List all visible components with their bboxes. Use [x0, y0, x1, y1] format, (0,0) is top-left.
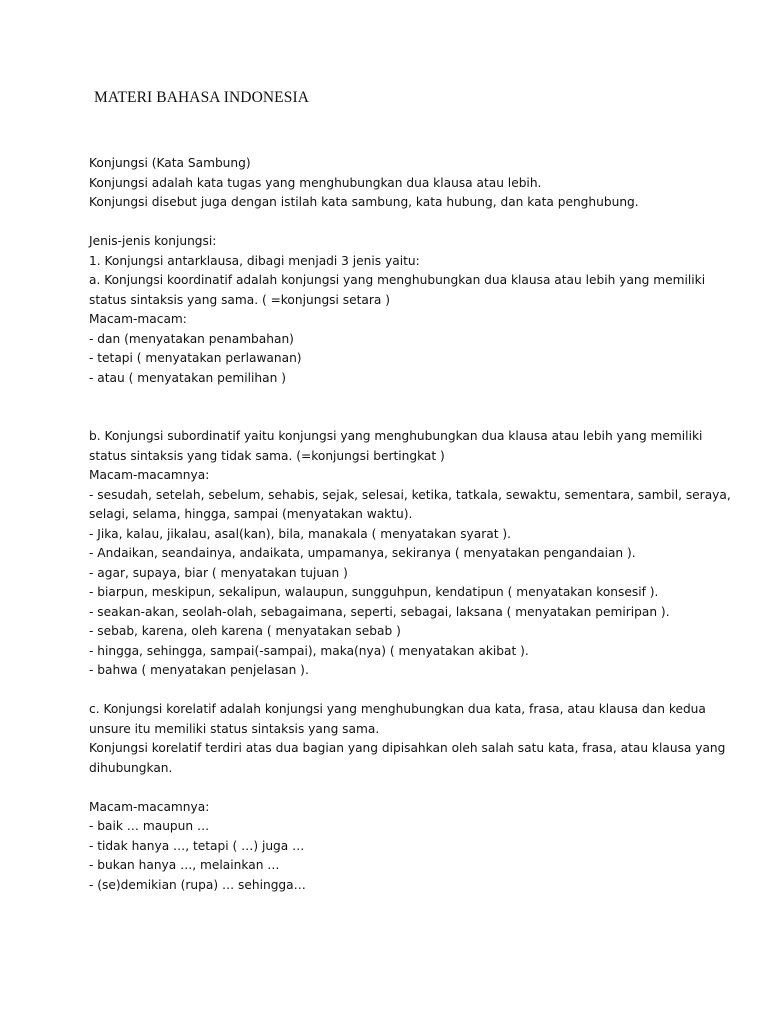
text-line: status sintaksis yang sama. ( =konjungsi setara )	[89, 292, 390, 307]
section-c-list	[89, 798, 709, 896]
text-line: 1. Konjungsi antarklausa, dibagi menjadi 3 jenis yaitu:	[89, 253, 420, 268]
section-c	[89, 700, 726, 778]
text-line: dihubungkan.	[89, 760, 173, 775]
list-item: - atau ( menyatakan pemilihan )	[89, 370, 286, 385]
document-body	[89, 154, 731, 895]
section-b	[89, 427, 731, 681]
text-line: Macam-macam:	[89, 312, 187, 326]
document-title: MATERI BAHASA INDONESIA	[94, 89, 310, 106]
text-line: c. Konjungsi korelatif adalah konjungsi yang menghubungkan dua kata, frasa, atau klausa dan kedua	[89, 702, 706, 716]
text-line: Macam-macamnya:	[89, 468, 210, 482]
text-line: Konjungsi disebut juga dengan istilah kata sambung, kata hubung, dan kata penghubung.	[89, 195, 639, 209]
list-item: - biarpun, meskipun, sekalipun, walaupun, sungguhpun, kendatipun ( menyatakan konsesif ).	[89, 585, 659, 599]
text-line: Konjungsi adalah kata tugas yang menghubungkan dua klausa atau lebih.	[89, 175, 542, 190]
text-line: b. Konjungsi subordinatif yaitu konjungsi yang menghubungkan dua klausa atau lebih yang memiliki	[89, 429, 703, 443]
list-item: - tetapi ( menyatakan perlawanan)	[89, 351, 302, 365]
list-item: - Jika, kalau, jikalau, asal(kan), bila, manakala ( menyatakan syarat ).	[89, 526, 511, 541]
paragraph-gap	[89, 388, 709, 427]
list-item: - bahwa ( menyatakan penjelasan ).	[89, 663, 309, 677]
list-item: - agar, supaya, biar ( menyatakan tujuan )	[89, 565, 348, 580]
text-line: Konjungsi korelatif terdiri atas dua bagian yang dipisahkan oleh salah satu kata, frasa, atau klausa yang	[89, 741, 726, 755]
list-item: - sesudah, setelah, sebelum, sehabis, sejak, selesai, ketika, tatkala, sewaktu, sementara, sambil, seraya,	[89, 487, 731, 502]
list-item: - hingga, sehingga, sampai(-sampai), maka(nya) ( menyatakan akibat ).	[89, 643, 529, 658]
list-item: - sebab, karena, oleh karena ( menyatakan sebab )	[89, 624, 401, 638]
text-line: Konjungsi (Kata Sambung)	[89, 156, 251, 170]
list-item: - Andaikan, seandainya, andaikata, umpamanya, sekiranya ( menyatakan pengandaian ).	[89, 546, 636, 560]
intro-paragraph	[89, 154, 709, 213]
text-line: unsure itu memiliki status sintaksis yang sama.	[89, 721, 380, 736]
list-item: selagi, selama, hingga, sampai (menyatakan waktu).	[89, 507, 413, 521]
section-a	[89, 232, 709, 388]
text-line: status sintaksis yang tidak sama. (=konjungsi bertingkat )	[89, 448, 445, 463]
text-line: Macam-macamnya:	[89, 799, 210, 814]
list-item: - baik … maupun …	[89, 819, 210, 833]
list-item: - tidak hanya …, tetapi ( …) juga …	[89, 838, 305, 853]
paragraph-gap	[89, 681, 709, 701]
paragraph-gap	[89, 213, 709, 233]
list-item: - (se)demikian (rupa) … sehingga…	[89, 877, 306, 892]
paragraph-gap	[89, 778, 709, 798]
text-line: a. Konjungsi koordinatif adalah konjungsi yang menghubungkan dua klausa atau lebih yang memiliki	[89, 273, 706, 287]
list-item: - seakan-akan, seolah-olah, sebagaimana, seperti, sebagai, laksana ( menyatakan pemiripan ).	[89, 604, 670, 619]
list-item: - bukan hanya …, melainkan …	[89, 858, 280, 872]
text-line: Jenis-jenis konjungsi:	[89, 234, 217, 248]
list-item: - dan (menyatakan penambahan)	[89, 331, 294, 346]
